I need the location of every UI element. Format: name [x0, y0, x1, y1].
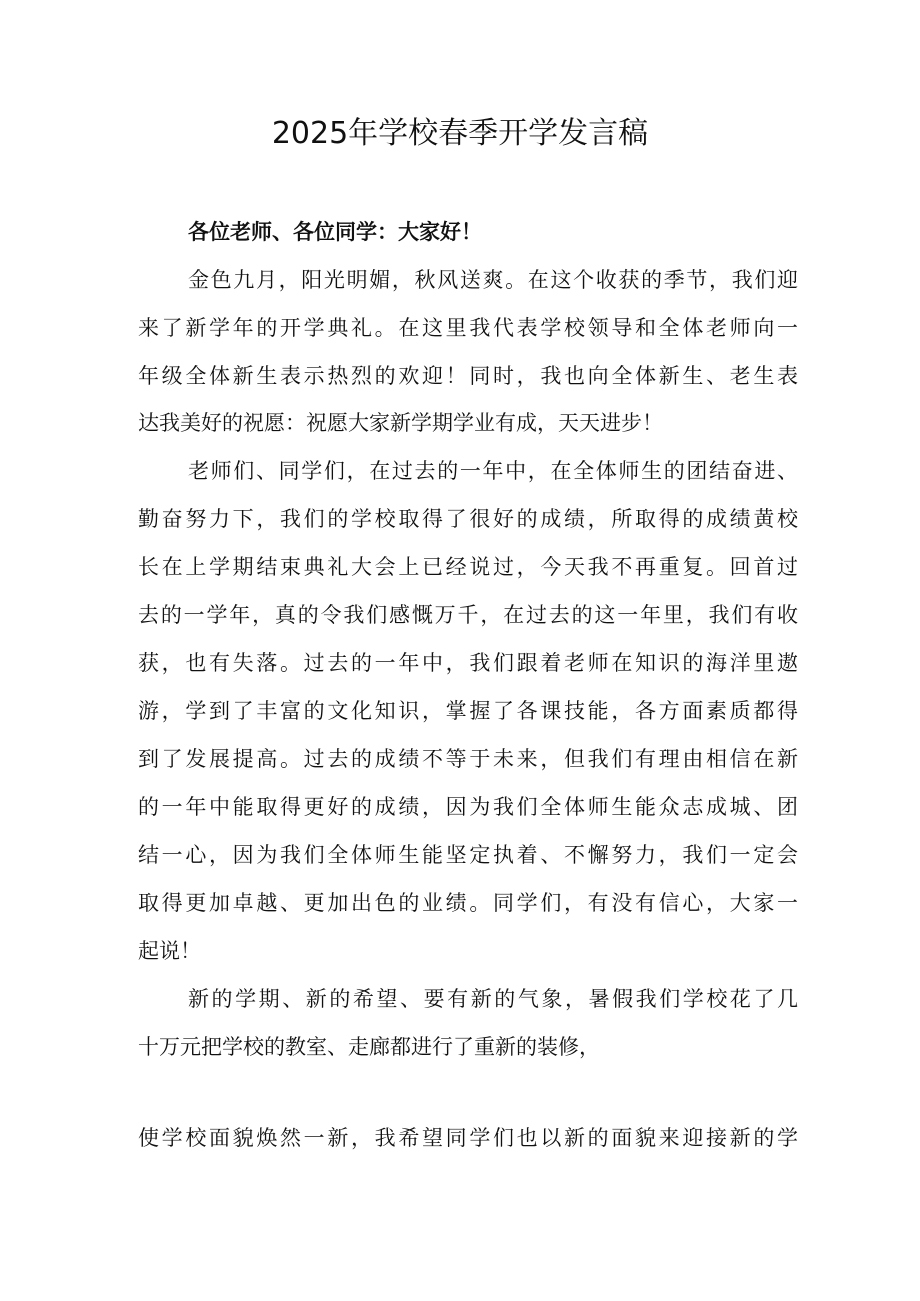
paragraph-2-line: 游，学到了丰富的文化知识，掌握了各课技能，各方面素质都得 [138, 699, 798, 723]
paragraph-1-line: 金色九月，阳光明媚，秋风送爽。在这个收获的季节，我们迎 [188, 268, 798, 292]
paragraph-1-line: 达我美好的祝愿：祝愿大家新学期学业有成，天天进步！ [138, 411, 663, 435]
paragraph-2-line: 起说！ [138, 939, 201, 963]
greeting: 各位老师、各位同学：大家好！ [188, 219, 482, 244]
paragraph-2-line: 到了发展提高。过去的成绩不等于未来，但我们有理由相信在新 [138, 747, 798, 771]
paragraph-2-line: 去的一学年，真的令我们感慨万千，在过去的这一年里，我们有收 [138, 603, 798, 627]
paragraph-2-line: 老师们、同学们，在过去的一年中，在全体师生的团结奋进、 [188, 459, 798, 483]
paragraph-1-line: 来了新学年的开学典礼。在这里我代表学校领导和全体老师向一 [138, 316, 798, 340]
paragraph-4-line: 使学校面貌焕然一新，我希望同学们也以新的面貌来迎接新的学 [138, 1126, 798, 1150]
paragraph-3-line: 十万元把学校的教室、走廊都进行了重新的装修， [138, 1035, 600, 1059]
paragraph-2-line: 勤奋努力下，我们的学校取得了很好的成绩，所取得的成绩黄校 [138, 507, 798, 531]
paragraph-3-line: 新的学期、新的希望、要有新的气象，暑假我们学校花了几 [188, 987, 798, 1011]
page-title: 2025年学校春季开学发言稿 [271, 116, 649, 151]
paragraph-2-line: 获，也有失落。过去的一年中，我们跟着老师在知识的海洋里遨 [138, 651, 798, 675]
paragraph-2-line: 长在上学期结束典礼大会上已经说过，今天我不再重复。回首过 [138, 555, 798, 579]
paragraph-2-line: 结一心，因为我们全体师生能坚定执着、不懈努力，我们一定会 [138, 843, 798, 867]
paragraph-2-line: 取得更加卓越、更加出色的业绩。同学们，有没有信心，大家一 [138, 891, 798, 915]
paragraph-2-line: 的一年中能取得更好的成绩，因为我们全体师生能众志成城、团 [138, 795, 798, 819]
paragraph-1-line: 年级全体新生表示热烈的欢迎！同时，我也向全体新生、老生表 [138, 364, 798, 388]
